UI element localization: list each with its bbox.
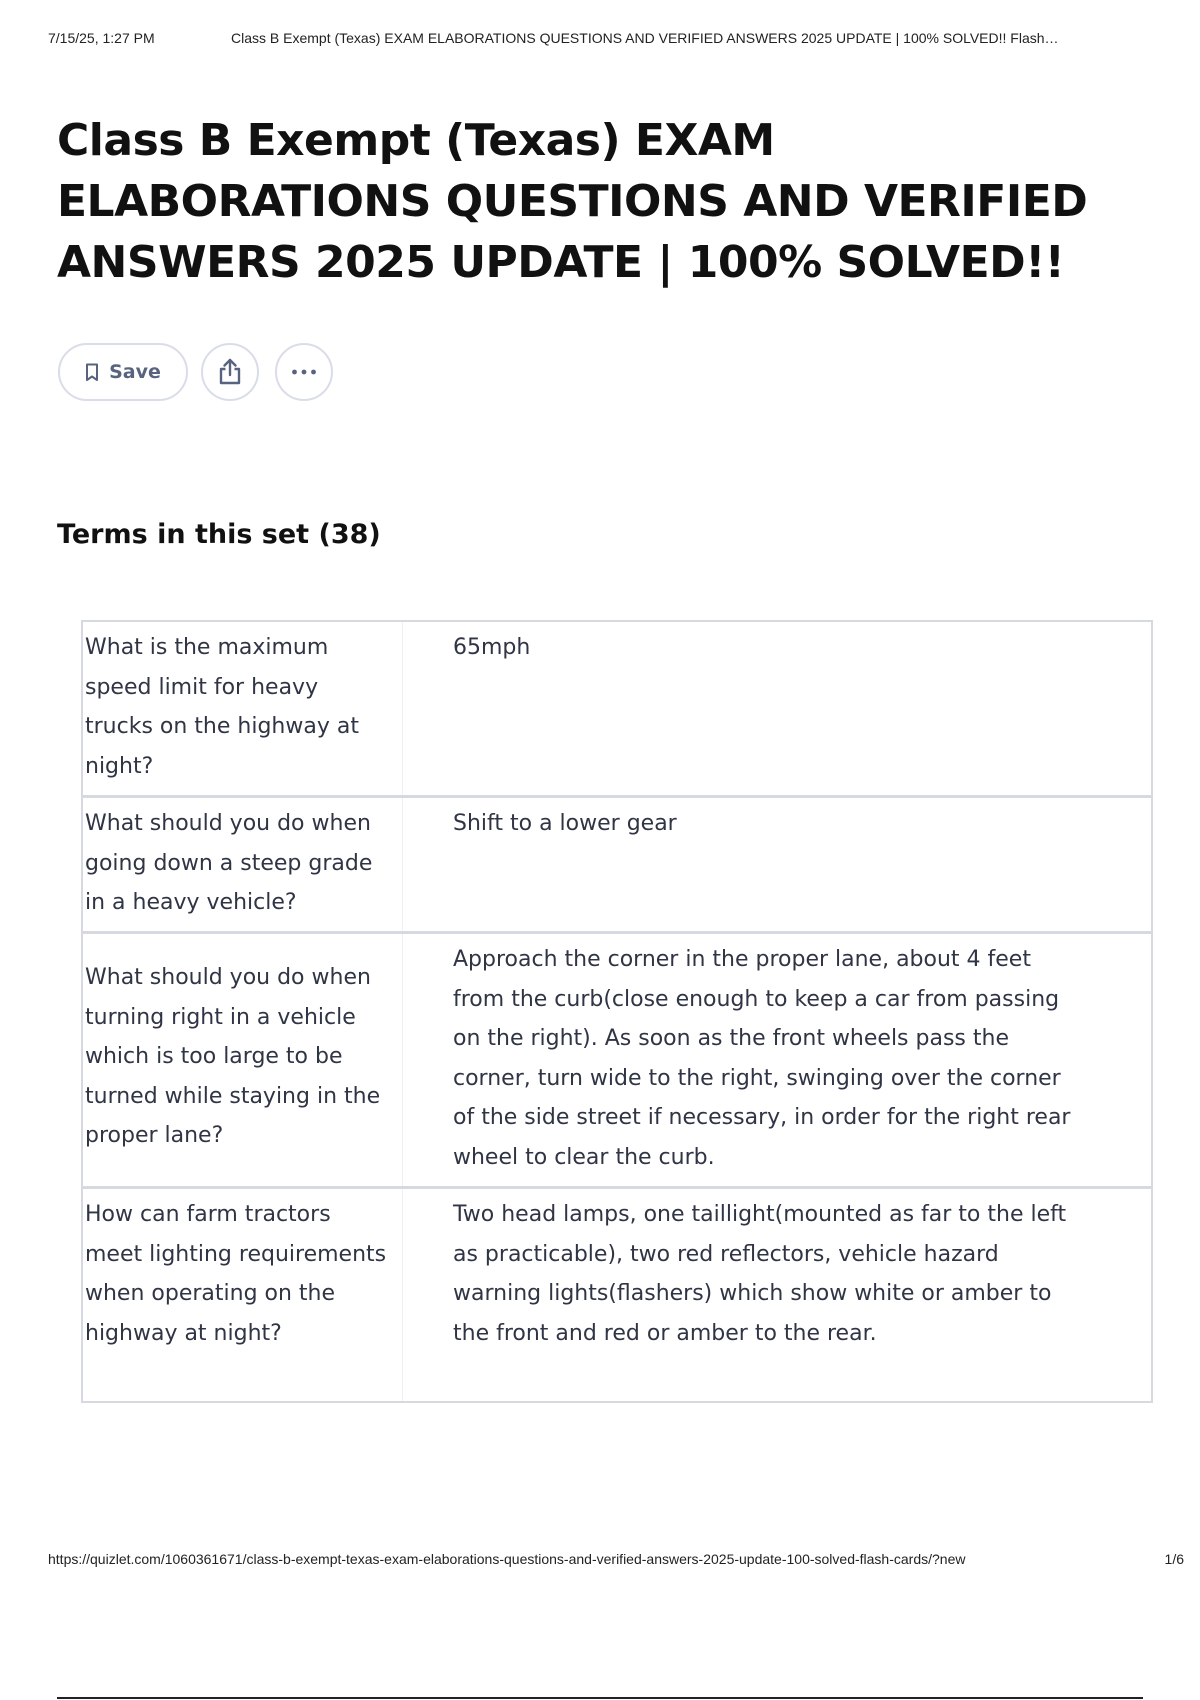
term-row [83, 622, 1151, 798]
share-button[interactable] [201, 343, 259, 401]
definition-text: 65mph [453, 635, 531, 660]
terms-section-heading: Terms in this set (38) [57, 519, 381, 550]
definition-text: Approach the corner in the proper lane, about 4 feet from the curb(close enough to keep a car from passing on the right). As soon as the front wheels pass the corner, turn wide to the right, swinging over the corner of the side street if necessary, in order for the right rear wheel to clear the curb. [453, 947, 1071, 1170]
print-url: https://quizlet.com/1060361671/class-b-exempt-texas-exam-elaborations-questions-and-verified-answers-2025-update-100-solved-flash-cards/?new [48, 1551, 966, 1567]
more-horizontal-icon [291, 369, 317, 375]
term-text: How can farm tractors meet lighting requirements when operating on the highway at night? [83, 1189, 403, 1401]
more-options-button[interactable] [275, 343, 333, 401]
page-divider [57, 1697, 1143, 1699]
term-text: What should you do when going down a steep grade in a heavy vehicle? [83, 798, 403, 931]
terms-table [81, 620, 1153, 1403]
print-document-title: Class B Exempt (Texas) EXAM ELABORATIONS QUESTIONS AND VERIFIED ANSWERS 2025 UPDATE | 100% SOLVED!! Flash… [231, 30, 1059, 46]
print-footer [48, 1551, 1184, 1571]
share-icon [217, 358, 243, 386]
definition-text: Shift to a lower gear [453, 811, 677, 836]
term-row [83, 934, 1151, 1189]
term-text: What is the maximum speed limit for heavy trucks on the highway at night? [83, 622, 403, 795]
term-text: What should you do when turning right in a vehicle which is too large to be turned while staying in the proper lane? [83, 934, 403, 1186]
term-row [83, 798, 1151, 934]
print-page-number: 1/6 [1164, 1551, 1184, 1567]
print-header [48, 30, 1162, 50]
page-title: Class B Exempt (Texas) EXAM ELABORATIONS QUESTIONS AND VERIFIED ANSWERS 2025 UPDATE | 100% SOLVED!! [57, 115, 1088, 288]
save-button-label: Save [109, 361, 161, 383]
print-date: 7/15/25, 1:27 PM [48, 30, 155, 46]
term-row [83, 1189, 1151, 1401]
save-button[interactable] [58, 343, 188, 401]
bookmark-icon [85, 363, 99, 382]
definition-text: Two head lamps, one taillight(mounted as far to the left as practicable), two red reflectors, vehicle hazard warning lights(flashers) which show white or amber to the front and red or amber to the rear. [453, 1202, 1067, 1346]
